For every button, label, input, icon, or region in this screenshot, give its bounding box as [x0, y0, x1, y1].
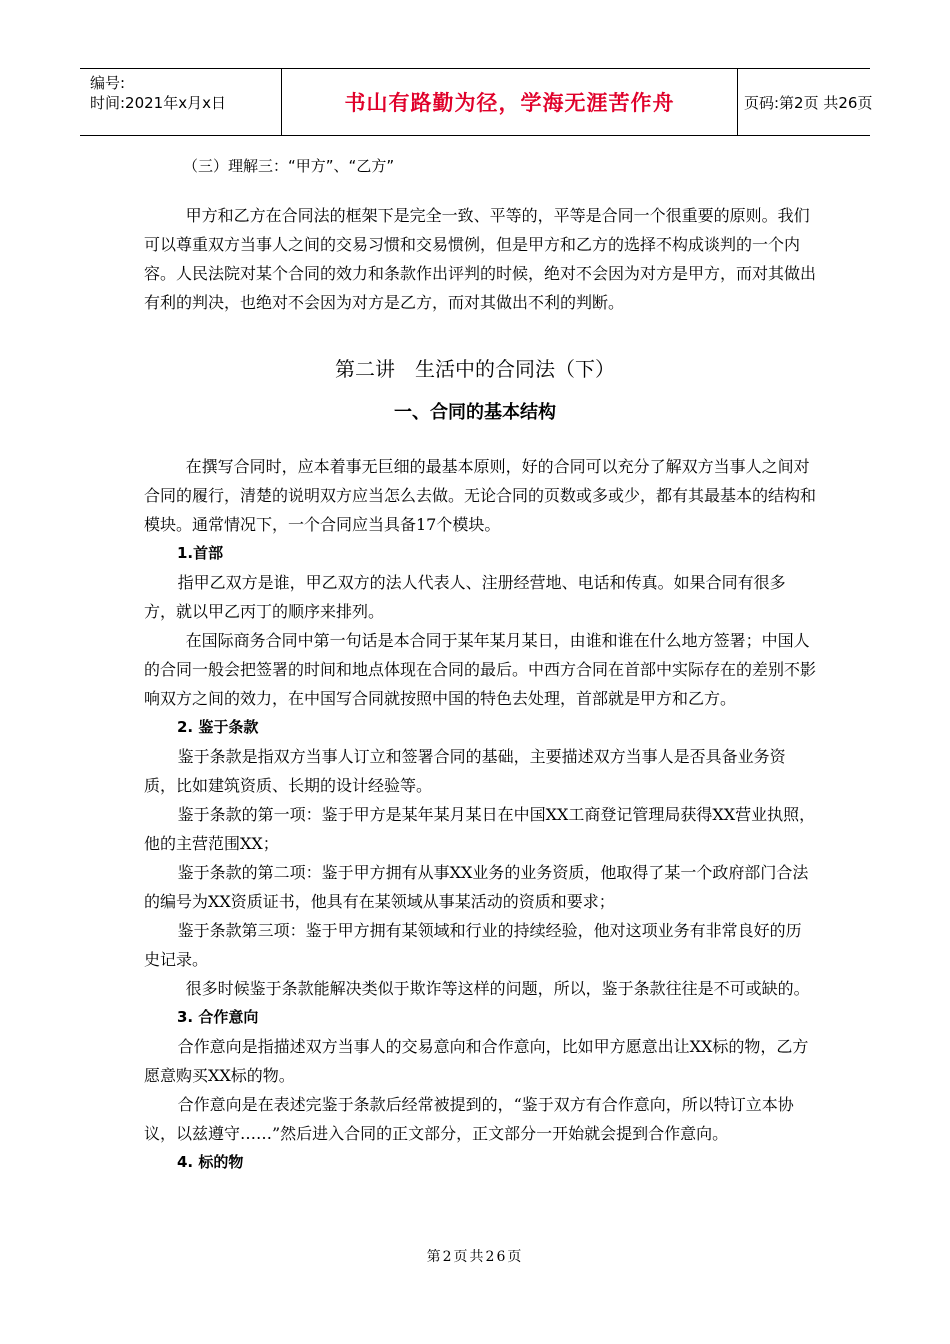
header-meta: [80, 69, 282, 135]
item-4-title: 4. 标的物: [177, 1153, 244, 1171]
item-3-p2: 合作意向是在表述完鉴于条款后经常被提到的，“鉴于双方有合作意向，所以特订立本协议，以兹遵守……”然后进入合同的正文部分，正文部分一开始就会提到合作意向。: [144, 1095, 794, 1143]
item-2-p5: 很多时候鉴于条款能解决类似于欺诈等这样的问题，所以，鉴于条款往往是不可或缺的。: [185, 979, 810, 998]
item-3-title: 3. 合作意向: [177, 1008, 259, 1026]
item-1-p1: 指甲乙双方是谁，甲乙双方的法人代表人、注册经营地、电话和传真。如果合同有很多方，就以甲乙丙丁的顺序来排列。: [144, 573, 786, 621]
part-title: 一、合同的基本结构: [394, 402, 556, 423]
item-2-p2: 鉴于条款的第一项：鉴于甲方是某年某月某日在中国XX工商登记管理局获得XX营业执照，他的主营范围XX；: [144, 805, 816, 853]
intro-paragraph: 在撰写合同时，应本着事无巨细的最基本原则，好的合同可以充分了解双方当事人之间对合同的履行，清楚的说明双方应当怎么去做。无论合同的页数或多或少，都有其最基本的结构和模块。通常情况下，一个合同应当具备17个模块。: [144, 457, 817, 534]
section3: [144, 152, 816, 317]
section3-paragraph: 甲方和乙方在合同法的框架下是完全一致、平等的，平等是合同一个很重要的原则。我们可以尊重双方当事人之间的交易习惯和交易惯例，但是甲方和乙方的选择不构成谈判的一个内容。人民法院对某个合同的效力和条款作出评判的时候，绝对不会因为对方是甲方，而对其做出有利的判决，也绝对不会因为对方是乙方，而对其做出不利的判断。: [144, 206, 817, 312]
item-2-p4: 鉴于条款第三项：鉴于甲方拥有某领域和行业的持续经验，他对这项业务有非常良好的历史记录。: [144, 921, 802, 969]
item-3-p1: 合作意向是指描述双方当事人的交易意向和合作意向，比如甲方愿意出让XX标的物，乙方愿意购买XX标的物。: [144, 1037, 809, 1085]
header-motto: 书山有路勤为径，学海无涯苦作舟: [282, 69, 738, 135]
page-header: [80, 68, 873, 136]
body-content: [144, 452, 816, 1177]
item-1-p2: 在国际商务合同中第一句话是本合同于某年某月某日，由谁和谁在什么地方签署；中国人的合同一般会把签署的时间和地点体现在合同的最后。中西方合同在首部中实际存在的差别不影响双方之间的效力，在中国写合同就按照中国的特色去处理，首部就是甲方和乙方。: [144, 631, 817, 708]
doc-number-label: 编号:: [90, 74, 126, 92]
doc-time-label: 时间:2021年x月x日: [90, 94, 226, 112]
page-footer: 第2页共26页: [426, 1249, 524, 1265]
lecture-title: 第二讲 生活中的合同法（下）: [335, 357, 615, 381]
item-2-p1: 鉴于条款是指双方当事人订立和签署合同的基础，主要描述双方当事人是否具备业务资质，比如建筑资质、长期的设计经验等。: [144, 747, 786, 795]
section3-heading: （三）理解三：“甲方”、“乙方”: [183, 157, 395, 175]
item-1-title: 1.首部: [177, 544, 224, 562]
header-page-label: 页码:第2页 共26页: [744, 93, 873, 112]
item-2-p3: 鉴于条款的第二项：鉴于甲方拥有从事XX业务的业务资质，他取得了某一个政府部门合法的编号为XX资质证书，他具有在某领域从事某活动的资质和要求；: [144, 863, 809, 911]
item-2-title: 2. 鉴于条款: [177, 718, 259, 736]
